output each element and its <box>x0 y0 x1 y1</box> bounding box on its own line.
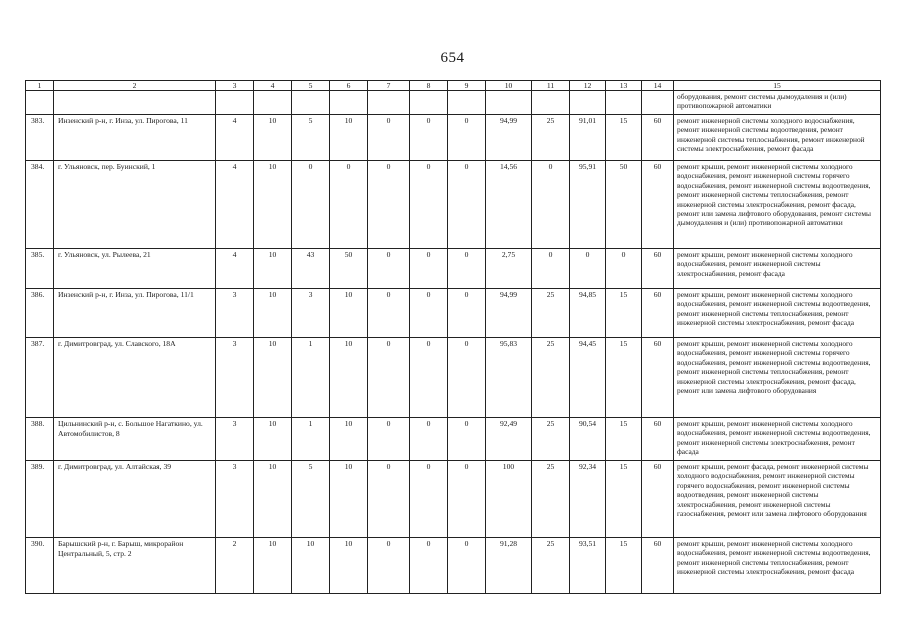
address-cell: Инзенский р-н, г. Инза, ул. Пирогова, 11 <box>54 115 216 161</box>
value-cell: 60 <box>642 418 674 461</box>
value-cell: 94,85 <box>570 289 606 338</box>
value-cell: 50 <box>330 249 368 289</box>
value-cell: 94,45 <box>570 338 606 418</box>
work-description: ремонт крыши, ремонт фасада, ремонт инженерной системы холодного водоснабжения, ремонт инженерной системы горячего водоснабжения, ремонт инженерной системы водоотведения, ремонт инженерной системы электроснабжения, ремонт инженерной системы газоснабжения, ремонт или замена лифтового оборудования <box>674 461 881 538</box>
address-cell: Барышский р-н, г. Барыш, микрорайон Центральный, 5, стр. 2 <box>54 538 216 594</box>
table-row <box>26 418 881 461</box>
value-cell: 4 <box>216 115 254 161</box>
value-cell: 5 <box>292 461 330 538</box>
work-description: ремонт крыши, ремонт инженерной системы холодного водоснабжения, ремонт инженерной системы водоотведения, ремонт инженерной системы теплоснабжения, ремонт инженерной системы электроснабжения, ремонт фасада <box>674 538 881 594</box>
value-cell: 3 <box>292 289 330 338</box>
value-cell: 0 <box>448 338 486 418</box>
value-cell: 14,56 <box>486 161 532 249</box>
value-cell: 15 <box>606 289 642 338</box>
value-cell: 0 <box>448 461 486 538</box>
value-cell: 0 <box>410 461 448 538</box>
table-row <box>26 289 881 338</box>
table-row <box>26 538 881 594</box>
column-header: 5 <box>292 81 330 91</box>
table-row <box>26 249 881 289</box>
value-cell: 0 <box>410 289 448 338</box>
value-cell: 4 <box>216 161 254 249</box>
value-cell: 10 <box>254 249 292 289</box>
value-cell: 92,49 <box>486 418 532 461</box>
value-cell: 25 <box>532 289 570 338</box>
value-cell: 0 <box>368 289 410 338</box>
value-cell: 0 <box>606 249 642 289</box>
value-cell: 4 <box>216 249 254 289</box>
value-cell: 0 <box>368 338 410 418</box>
value-cell: 10 <box>254 115 292 161</box>
value-cell: 0 <box>410 338 448 418</box>
value-cell: 15 <box>606 115 642 161</box>
value-cell: 10 <box>254 418 292 461</box>
value-cell: 1 <box>292 418 330 461</box>
value-cell: 2,75 <box>486 249 532 289</box>
row-number: 386. <box>26 289 54 338</box>
work-description: ремонт крыши, ремонт инженерной системы холодного водоснабжения, ремонт инженерной системы электроснабжения, ремонт фасада <box>674 249 881 289</box>
value-cell: 10 <box>254 161 292 249</box>
address-cell: г. Димитровград, ул. Алтайская, 39 <box>54 461 216 538</box>
value-cell: 0 <box>368 418 410 461</box>
column-header: 12 <box>570 81 606 91</box>
row-number: 389. <box>26 461 54 538</box>
value-cell: 10 <box>254 289 292 338</box>
value-cell: 10 <box>330 289 368 338</box>
value-cell: 0 <box>570 249 606 289</box>
value-cell: 0 <box>330 161 368 249</box>
value-cell: 60 <box>642 338 674 418</box>
value-cell: 60 <box>642 249 674 289</box>
column-header: 6 <box>330 81 368 91</box>
value-cell: 25 <box>532 538 570 594</box>
value-cell: 25 <box>532 461 570 538</box>
value-cell: 15 <box>606 461 642 538</box>
table-row <box>26 338 881 418</box>
value-cell: 15 <box>606 338 642 418</box>
value-cell: 50 <box>606 161 642 249</box>
row-number: 383. <box>26 115 54 161</box>
row-number: 387. <box>26 338 54 418</box>
table-row <box>26 161 881 249</box>
value-cell: 60 <box>642 115 674 161</box>
value-cell: 10 <box>330 338 368 418</box>
value-cell: 3 <box>216 418 254 461</box>
column-header: 2 <box>54 81 216 91</box>
column-header: 14 <box>642 81 674 91</box>
column-header: 1 <box>26 81 54 91</box>
value-cell: 0 <box>368 538 410 594</box>
row-number: 385. <box>26 249 54 289</box>
value-cell: 95,91 <box>570 161 606 249</box>
column-header: 7 <box>368 81 410 91</box>
column-header: 15 <box>674 81 881 91</box>
value-cell: 43 <box>292 249 330 289</box>
value-cell: 10 <box>292 538 330 594</box>
value-cell: 91,01 <box>570 115 606 161</box>
row-number: 384. <box>26 161 54 249</box>
value-cell: 0 <box>448 538 486 594</box>
value-cell: 10 <box>254 538 292 594</box>
value-cell: 95,83 <box>486 338 532 418</box>
value-cell: 60 <box>642 461 674 538</box>
value-cell: 0 <box>410 115 448 161</box>
value-cell: 10 <box>254 338 292 418</box>
address-cell: г. Ульяновск, ул. Рылеева, 21 <box>54 249 216 289</box>
value-cell: 3 <box>216 461 254 538</box>
value-cell: 60 <box>642 538 674 594</box>
value-cell: 91,28 <box>486 538 532 594</box>
register-table <box>25 80 881 594</box>
value-cell: 93,51 <box>570 538 606 594</box>
value-cell: 15 <box>606 418 642 461</box>
value-cell: 60 <box>642 289 674 338</box>
value-cell: 10 <box>330 538 368 594</box>
column-header: 3 <box>216 81 254 91</box>
row-number: 390. <box>26 538 54 594</box>
work-description: ремонт инженерной системы холодного водоснабжения, ремонт инженерной системы водоотведения, ремонт инженерной системы теплоснабжения, ремонт инженерной системы электроснабжения, ремонт фасада <box>674 115 881 161</box>
work-description: ремонт крыши, ремонт инженерной системы холодного водоснабжения, ремонт инженерной системы водоотведения, ремонт инженерной системы электроснабжения, ремонт фасада <box>674 418 881 461</box>
column-header: 9 <box>448 81 486 91</box>
value-cell: 5 <box>292 115 330 161</box>
value-cell: 100 <box>486 461 532 538</box>
value-cell: 0 <box>368 115 410 161</box>
value-cell: 0 <box>410 418 448 461</box>
value-cell: 94,99 <box>486 289 532 338</box>
value-cell: 92,34 <box>570 461 606 538</box>
value-cell: 15 <box>606 538 642 594</box>
table-row <box>26 461 881 538</box>
column-header: 8 <box>410 81 448 91</box>
value-cell: 0 <box>368 249 410 289</box>
address-cell: г. Ульяновск, пер. Буинский, 1 <box>54 161 216 249</box>
column-number-row <box>26 81 881 91</box>
value-cell: 3 <box>216 338 254 418</box>
value-cell: 60 <box>642 161 674 249</box>
address-cell: г. Димитровград, ул. Славского, 18А <box>54 338 216 418</box>
address-cell: Цильнинский р-н, с. Большое Нагаткино, ул. Автомобилистов, 8 <box>54 418 216 461</box>
work-description: ремонт крыши, ремонт инженерной системы холодного водоснабжения, ремонт инженерной системы горячего водоснабжения, ремонт инженерной системы водоотведения, ремонт инженерной системы теплоснабжения, ремонт инженерной системы электроснабжения, ремонт фасада, ремонт или замена лифтового оборудования <box>674 338 881 418</box>
work-description: оборудования, ремонт системы дымоудаления и (или) противопожарной автоматики <box>674 91 881 115</box>
continuation-row <box>26 91 881 115</box>
value-cell: 10 <box>254 461 292 538</box>
column-header: 13 <box>606 81 642 91</box>
value-cell: 90,54 <box>570 418 606 461</box>
value-cell: 0 <box>292 161 330 249</box>
value-cell: 10 <box>330 461 368 538</box>
value-cell: 0 <box>368 161 410 249</box>
row-number: 388. <box>26 418 54 461</box>
value-cell: 25 <box>532 418 570 461</box>
address-cell: Инзенский р-н, г. Инза, ул. Пирогова, 11/1 <box>54 289 216 338</box>
work-description: ремонт крыши, ремонт инженерной системы холодного водоснабжения, ремонт инженерной системы горячего водоснабжения, ремонт инженерной системы водоотведения, ремонт инженерной системы теплоснабжения, ремонт инженерной системы электроснабжения, ремонт фасада, ремонт или замена лифтового оборудования, ремонт системы дымоудаления и (или) противопожарной автоматики <box>674 161 881 249</box>
column-header: 4 <box>254 81 292 91</box>
value-cell: 0 <box>410 538 448 594</box>
page-number: 654 <box>440 50 465 66</box>
column-header: 11 <box>532 81 570 91</box>
value-cell: 0 <box>368 461 410 538</box>
value-cell: 94,99 <box>486 115 532 161</box>
value-cell: 0 <box>448 418 486 461</box>
value-cell: 0 <box>448 115 486 161</box>
value-cell: 3 <box>216 289 254 338</box>
value-cell: 25 <box>532 115 570 161</box>
value-cell: 0 <box>448 249 486 289</box>
value-cell: 0 <box>410 249 448 289</box>
value-cell: 0 <box>532 161 570 249</box>
value-cell: 0 <box>532 249 570 289</box>
value-cell: 0 <box>448 289 486 338</box>
column-header: 10 <box>486 81 532 91</box>
value-cell: 0 <box>410 161 448 249</box>
table-row <box>26 115 881 161</box>
value-cell: 0 <box>448 161 486 249</box>
value-cell: 2 <box>216 538 254 594</box>
value-cell: 25 <box>532 338 570 418</box>
value-cell: 1 <box>292 338 330 418</box>
value-cell: 10 <box>330 115 368 161</box>
work-description: ремонт крыши, ремонт инженерной системы холодного водоснабжения, ремонт инженерной системы водоотведения, ремонт инженерной системы теплоснабжения, ремонт инженерной системы электроснабжения, ремонт фасада <box>674 289 881 338</box>
value-cell: 10 <box>330 418 368 461</box>
